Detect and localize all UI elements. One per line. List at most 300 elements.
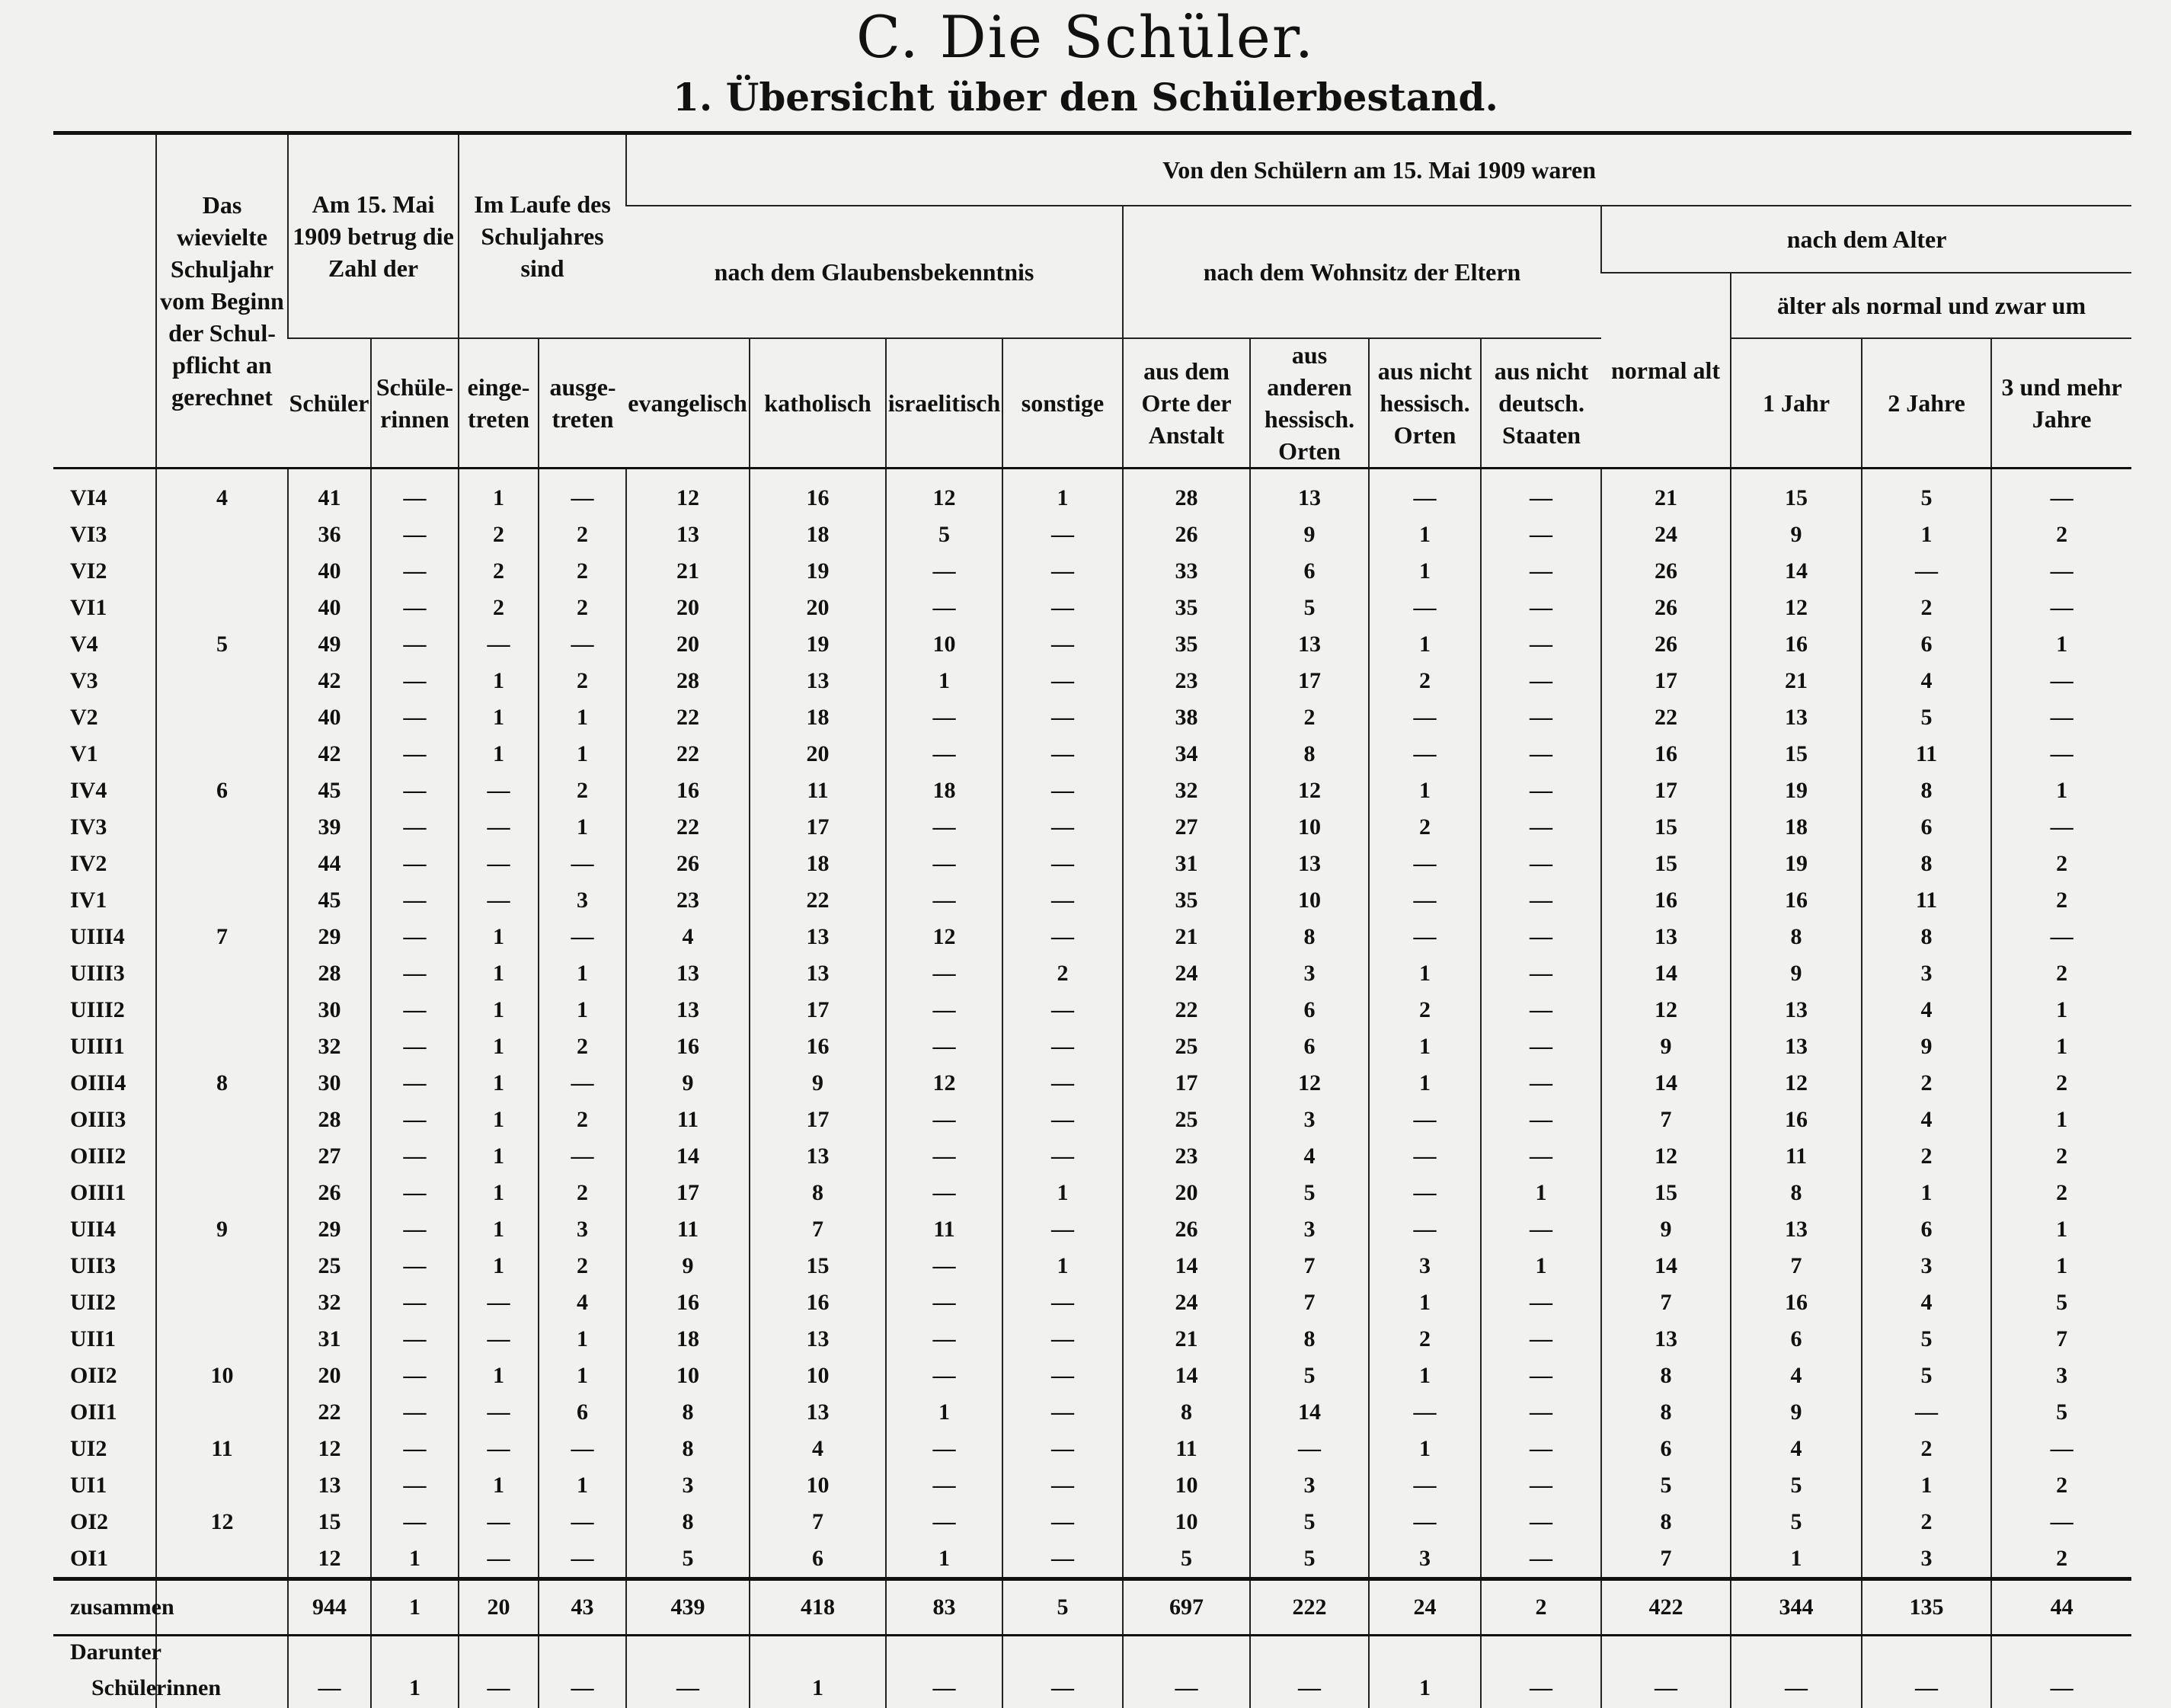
cell-aelter-1: 8	[1731, 919, 1862, 955]
cell-israelitisch: —	[886, 1102, 1002, 1138]
cell-aelter-1: 16	[1731, 626, 1862, 663]
cell-nicht-hess: —	[1369, 1467, 1481, 1504]
cell-eingetreten: —	[459, 846, 539, 882]
cell-hess-orte: 9	[1250, 517, 1369, 553]
cell-evangelisch: 22	[626, 736, 750, 772]
cell-aelter-3: 1	[1991, 626, 2131, 663]
cell-sonstige: —	[1002, 1504, 1123, 1540]
cell-schuljahr	[156, 1394, 288, 1431]
cell-empty	[1731, 1636, 1862, 1669]
cell-schuelerinnen: —	[371, 699, 459, 736]
cell-normal: 13	[1601, 1321, 1731, 1358]
cell-ort-anstalt: 35	[1123, 590, 1250, 626]
cell-schueler: 13	[288, 1467, 371, 1504]
cell-normal: 26	[1601, 590, 1731, 626]
cell-normal: 8	[1601, 1358, 1731, 1394]
cell-schuljahr: 11	[156, 1431, 288, 1467]
cell-schuelerinnen: —	[371, 590, 459, 626]
cell-schuljahr: 9	[156, 1211, 288, 1248]
cell-nicht-hess: —	[1369, 1138, 1481, 1175]
cell-nicht-deutsch: —	[1481, 1284, 1601, 1321]
cell-aelter-1: 4	[1731, 1358, 1862, 1394]
cell-nicht-deutsch: —	[1481, 1431, 1601, 1467]
cell-nicht-hess: 1	[1369, 1065, 1481, 1102]
cell-katholisch: 20	[750, 736, 886, 772]
cell-aelter-2: 4	[1862, 992, 1991, 1028]
table-row	[53, 1248, 2131, 1284]
cell-evangelisch: 8	[626, 1504, 750, 1540]
cell-schuljahr	[156, 590, 288, 626]
table-row	[53, 736, 2131, 772]
cell-hess-orte: 10	[1250, 882, 1369, 919]
cell-empty	[1991, 1636, 2131, 1669]
cell-aelter-1: 21	[1731, 663, 1862, 699]
cell-evangelisch: 8	[626, 1394, 750, 1431]
cell-katholisch: 18	[750, 517, 886, 553]
cell-schuelerinnen: —	[371, 663, 459, 699]
cell-schuelerinnen: —	[371, 736, 459, 772]
cell-schueler: 32	[288, 1028, 371, 1065]
cell-aelter-2: 3	[1862, 955, 1991, 992]
cell-hess-orte: —	[1250, 1431, 1369, 1467]
cell-aelter-2: 8	[1862, 919, 1991, 955]
cell-sonstige: —	[1002, 736, 1123, 772]
cell-schuljahr	[156, 809, 288, 846]
cell-ort-anstalt: 14	[1123, 1248, 1250, 1284]
cell-evangelisch: 23	[626, 882, 750, 919]
table-row	[53, 663, 2131, 699]
cell-nicht-hess: 24	[1369, 1579, 1481, 1636]
cell-schuljahr	[156, 846, 288, 882]
cell-normal: 15	[1601, 1175, 1731, 1211]
table-row	[53, 699, 2131, 736]
cell-israelitisch: 10	[886, 626, 1002, 663]
cell-nicht-hess: —	[1369, 1504, 1481, 1540]
cell-ausgetreten: —	[539, 1504, 626, 1540]
cell-schuljahr	[156, 1540, 288, 1579]
cell-empty	[750, 1636, 886, 1669]
cell-ausgetreten: 2	[539, 517, 626, 553]
cell-normal: 16	[1601, 736, 1731, 772]
cell-aelter-3: 1	[1991, 1248, 2131, 1284]
cell-israelitisch: —	[886, 846, 1002, 882]
cell-schuelerinnen: —	[371, 1321, 459, 1358]
cell-normal: 14	[1601, 1065, 1731, 1102]
cell-eingetreten: —	[459, 1431, 539, 1467]
cell-nicht-hess: 3	[1369, 1540, 1481, 1579]
table-row	[53, 1138, 2131, 1175]
cell-katholisch: 13	[750, 919, 886, 955]
table-row	[53, 1431, 2131, 1467]
cell-aelter-1: 344	[1731, 1579, 1862, 1636]
cell-hess-orte: 6	[1250, 992, 1369, 1028]
cell-aelter-2: 3	[1862, 1248, 1991, 1284]
cell-hess-orte: —	[1250, 1668, 1369, 1708]
table-row	[53, 846, 2131, 882]
cell-aelter-3: —	[1991, 469, 2131, 517]
cell-normal: 13	[1601, 919, 1731, 955]
cell-nicht-hess: 2	[1369, 809, 1481, 846]
cell-ausgetreten: 2	[539, 663, 626, 699]
cell-sonstige: —	[1002, 1102, 1123, 1138]
cell-aelter-1: 9	[1731, 1394, 1862, 1431]
cell-nicht-deutsch: —	[1481, 663, 1601, 699]
cell-israelitisch: —	[886, 1668, 1002, 1708]
cell-schuljahr	[156, 1175, 288, 1211]
cell-schueler: 36	[288, 517, 371, 553]
cell-ort-anstalt: 24	[1123, 955, 1250, 992]
cell-aelter-2: 5	[1862, 469, 1991, 517]
cell-israelitisch: —	[886, 992, 1002, 1028]
cell-empty	[1369, 1636, 1481, 1669]
cell-eingetreten: 1	[459, 1248, 539, 1284]
cell-ort-anstalt: 17	[1123, 1065, 1250, 1102]
cell-aelter-3: —	[1991, 1504, 2131, 1540]
cell-ort-anstalt: 35	[1123, 882, 1250, 919]
cell-katholisch: 16	[750, 1284, 886, 1321]
cell-normal: 14	[1601, 1248, 1731, 1284]
cell-aelter-1: 13	[1731, 699, 1862, 736]
cell-katholisch: 13	[750, 955, 886, 992]
cell-klasse: VI2	[53, 553, 156, 590]
cell-schuljahr: 7	[156, 919, 288, 955]
cell-schuljahr	[156, 663, 288, 699]
cell-schuljahr: 6	[156, 772, 288, 809]
cell-normal: 21	[1601, 469, 1731, 517]
cell-eingetreten: —	[459, 1668, 539, 1708]
header-eingetreten: eingetreten	[459, 338, 539, 469]
cell-israelitisch: —	[886, 1028, 1002, 1065]
cell-klasse: VI4	[53, 469, 156, 517]
cell-nicht-deutsch: —	[1481, 699, 1601, 736]
cell-evangelisch: 3	[626, 1467, 750, 1504]
cell-schuljahr	[156, 699, 288, 736]
cell-aelter-2: 1	[1862, 1467, 1991, 1504]
cell-evangelisch: 13	[626, 517, 750, 553]
cell-nicht-deutsch: —	[1481, 736, 1601, 772]
cell-aelter-3: 2	[1991, 882, 2131, 919]
cell-sonstige: 2	[1002, 955, 1123, 992]
cell-klasse: UI1	[53, 1467, 156, 1504]
cell-ort-anstalt: 23	[1123, 1138, 1250, 1175]
cell-aelter-2: 1	[1862, 517, 1991, 553]
cell-aelter-3: 1	[1991, 1102, 2131, 1138]
cell-katholisch: 20	[750, 590, 886, 626]
cell-schuljahr	[156, 1467, 288, 1504]
cell-normal: —	[1601, 1668, 1731, 1708]
cell-katholisch: 1	[750, 1668, 886, 1708]
cell-nicht-hess: 1	[1369, 1284, 1481, 1321]
cell-ausgetreten: 1	[539, 1467, 626, 1504]
cell-aelter-3: —	[1991, 919, 2131, 955]
cell-schuljahr	[156, 1321, 288, 1358]
cell-sonstige: —	[1002, 663, 1123, 699]
cell-eingetreten: —	[459, 626, 539, 663]
cell-aelter-1: 19	[1731, 772, 1862, 809]
cell-aelter-2: 2	[1862, 590, 1991, 626]
cell-sonstige: 1	[1002, 1175, 1123, 1211]
cell-eingetreten: 1	[459, 1065, 539, 1102]
cell-eingetreten: 1	[459, 955, 539, 992]
cell-hess-orte: 5	[1250, 1504, 1369, 1540]
schuelerbestand-table	[53, 131, 2131, 1708]
cell-nicht-deutsch: —	[1481, 1358, 1601, 1394]
cell-normal: 9	[1601, 1028, 1731, 1065]
cell-aelter-3: 2	[1991, 1138, 2131, 1175]
cell-nicht-deutsch: —	[1481, 1321, 1601, 1358]
cell-nicht-deutsch: —	[1481, 1540, 1601, 1579]
cell-schuelerinnen: —	[371, 517, 459, 553]
table-row	[53, 1321, 2131, 1358]
cell-schuljahr	[156, 736, 288, 772]
cell-katholisch: 4	[750, 1431, 886, 1467]
cell-aelter-3: 2	[1991, 1467, 2131, 1504]
header-schuljahr: Das wievielte Schuljahr vom Beginn der Schulpflicht an gerechnet	[156, 133, 288, 469]
cell-aelter-2: 4	[1862, 1102, 1991, 1138]
cell-schuelerinnen: —	[371, 1175, 459, 1211]
cell-evangelisch: 9	[626, 1248, 750, 1284]
cell-hess-orte: 12	[1250, 772, 1369, 809]
cell-aelter-2: 3	[1862, 1540, 1991, 1579]
cell-ausgetreten: 3	[539, 882, 626, 919]
cell-hess-orte: 4	[1250, 1138, 1369, 1175]
cell-ausgetreten: 1	[539, 1358, 626, 1394]
cell-schuelerinnen: —	[371, 1138, 459, 1175]
cell-aelter-2: 8	[1862, 846, 1991, 882]
cell-schueler: 28	[288, 1102, 371, 1138]
table-row	[53, 772, 2131, 809]
cell-nicht-hess: —	[1369, 699, 1481, 736]
cell-katholisch: 7	[750, 1504, 886, 1540]
cell-nicht-hess: 1	[1369, 772, 1481, 809]
cell-schuljahr	[156, 992, 288, 1028]
cell-klasse: OIII2	[53, 1138, 156, 1175]
cell-schuljahr	[156, 553, 288, 590]
cell-schuljahr: 8	[156, 1065, 288, 1102]
cell-schuljahr	[156, 882, 288, 919]
cell-katholisch: 10	[750, 1358, 886, 1394]
cell-schueler: 12	[288, 1540, 371, 1579]
cell-ausgetreten: 2	[539, 1028, 626, 1065]
cell-aelter-2: 6	[1862, 626, 1991, 663]
cell-ort-anstalt: 697	[1123, 1579, 1250, 1636]
cell-sonstige: —	[1002, 992, 1123, 1028]
cell-schuelerinnen: —	[371, 553, 459, 590]
table-row	[53, 553, 2131, 590]
cell-aelter-3: 5	[1991, 1284, 2131, 1321]
header-klasse	[53, 133, 156, 469]
cell-aelter-1: 15	[1731, 736, 1862, 772]
cell-israelitisch: —	[886, 882, 1002, 919]
cell-nicht-hess: 3	[1369, 1248, 1481, 1284]
cell-schueler: 32	[288, 1284, 371, 1321]
cell-empty	[539, 1636, 626, 1669]
cell-hess-orte: 17	[1250, 663, 1369, 699]
cell-nicht-deutsch: —	[1481, 1504, 1601, 1540]
cell-hess-orte: 6	[1250, 553, 1369, 590]
cell-schuelerinnen: —	[371, 919, 459, 955]
cell-normal: 16	[1601, 882, 1731, 919]
cell-israelitisch: —	[886, 1284, 1002, 1321]
cell-schuljahr: 12	[156, 1504, 288, 1540]
cell-aelter-1: 7	[1731, 1248, 1862, 1284]
cell-normal: 12	[1601, 1138, 1731, 1175]
cell-nicht-hess: 2	[1369, 663, 1481, 699]
cell-klasse: OI1	[53, 1540, 156, 1579]
cell-normal: 17	[1601, 663, 1731, 699]
cell-evangelisch: 4	[626, 919, 750, 955]
cell-aelter-3: 1	[1991, 992, 2131, 1028]
table-row	[53, 1211, 2131, 1248]
cell-sonstige: —	[1002, 517, 1123, 553]
cell-schuelerinnen: —	[371, 1248, 459, 1284]
darunter-row	[53, 1668, 2131, 1708]
cell-sonstige: —	[1002, 699, 1123, 736]
cell-klasse: UIII4	[53, 919, 156, 955]
cell-ort-anstalt: 21	[1123, 1321, 1250, 1358]
cell-schuelerinnen: —	[371, 1431, 459, 1467]
darunter-sublabel: Schülerinnen	[53, 1668, 156, 1708]
table-row	[53, 809, 2131, 846]
cell-schuelerinnen: —	[371, 992, 459, 1028]
cell-sonstige: 1	[1002, 1248, 1123, 1284]
cell-schuljahr	[156, 1579, 288, 1636]
cell-empty	[1002, 1636, 1123, 1669]
cell-normal: 15	[1601, 809, 1731, 846]
cell-aelter-1: 1	[1731, 1540, 1862, 1579]
cell-aelter-3: 3	[1991, 1358, 2131, 1394]
cell-schueler: 28	[288, 955, 371, 992]
cell-israelitisch: —	[886, 1504, 1002, 1540]
cell-klasse: IV2	[53, 846, 156, 882]
cell-eingetreten: 1	[459, 1175, 539, 1211]
cell-ausgetreten: —	[539, 626, 626, 663]
cell-aelter-2: 2	[1862, 1138, 1991, 1175]
cell-aelter-3: 2	[1991, 1175, 2131, 1211]
cell-hess-orte: 5	[1250, 1358, 1369, 1394]
cell-sonstige: —	[1002, 1540, 1123, 1579]
cell-sonstige: —	[1002, 1028, 1123, 1065]
cell-schueler: 31	[288, 1321, 371, 1358]
cell-katholisch: 418	[750, 1579, 886, 1636]
cell-nicht-deutsch: 1	[1481, 1175, 1601, 1211]
cell-ort-anstalt: 28	[1123, 469, 1250, 517]
cell-ort-anstalt: 35	[1123, 626, 1250, 663]
cell-empty	[1862, 1636, 1991, 1669]
cell-evangelisch: 16	[626, 1284, 750, 1321]
cell-ausgetreten: 3	[539, 1211, 626, 1248]
cell-nicht-hess: —	[1369, 736, 1481, 772]
cell-ausgetreten: 2	[539, 772, 626, 809]
cell-schuljahr	[156, 1028, 288, 1065]
cell-evangelisch: 26	[626, 846, 750, 882]
header-alter: nach dem Alter	[1601, 206, 2131, 273]
cell-klasse: UII4	[53, 1211, 156, 1248]
header-am-15-mai: Am 15. Mai 1909 betrug die Zahl der	[288, 133, 459, 339]
cell-evangelisch: 28	[626, 663, 750, 699]
cell-empty	[288, 1636, 371, 1669]
cell-aelter-3: 2	[1991, 1065, 2131, 1102]
cell-ort-anstalt: 34	[1123, 736, 1250, 772]
cell-katholisch: 16	[750, 1028, 886, 1065]
cell-hess-orte: 8	[1250, 919, 1369, 955]
header-ausgetreten: ausgetreten	[539, 338, 626, 469]
cell-evangelisch: 20	[626, 626, 750, 663]
cell-klasse: OII1	[53, 1394, 156, 1431]
cell-nicht-hess: —	[1369, 469, 1481, 517]
cell-klasse: OI2	[53, 1504, 156, 1540]
cell-schueler: 42	[288, 663, 371, 699]
cell-ausgetreten: —	[539, 469, 626, 517]
cell-nicht-hess: —	[1369, 1102, 1481, 1138]
cell-schueler: 45	[288, 882, 371, 919]
cell-schuelerinnen: —	[371, 1211, 459, 1248]
cell-sonstige: 1	[1002, 469, 1123, 517]
cell-hess-orte: 3	[1250, 955, 1369, 992]
cell-klasse: IV3	[53, 809, 156, 846]
cell-aelter-2: 11	[1862, 736, 1991, 772]
cell-israelitisch: —	[886, 1431, 1002, 1467]
cell-sonstige: —	[1002, 1138, 1123, 1175]
cell-hess-orte: 13	[1250, 469, 1369, 517]
cell-nicht-deutsch: —	[1481, 1467, 1601, 1504]
cell-schueler: 41	[288, 469, 371, 517]
table-row	[53, 590, 2131, 626]
cell-eingetreten: 1	[459, 663, 539, 699]
cell-schuljahr: 4	[156, 469, 288, 517]
cell-katholisch: 19	[750, 553, 886, 590]
cell-nicht-deutsch: 2	[1481, 1579, 1601, 1636]
cell-israelitisch: —	[886, 955, 1002, 992]
header-hess-orte: aus anderen hessisch. Orten	[1250, 338, 1369, 469]
cell-eingetreten: —	[459, 809, 539, 846]
cell-evangelisch: 439	[626, 1579, 750, 1636]
cell-eingetreten: 1	[459, 1102, 539, 1138]
cell-ort-anstalt: 22	[1123, 992, 1250, 1028]
darunter-label: Darunter	[53, 1636, 156, 1669]
cell-israelitisch: 18	[886, 772, 1002, 809]
cell-normal: 7	[1601, 1540, 1731, 1579]
cell-schuelerinnen: —	[371, 1065, 459, 1102]
cell-aelter-2: —	[1862, 553, 1991, 590]
cell-eingetreten: 1	[459, 1028, 539, 1065]
cell-empty	[886, 1636, 1002, 1669]
cell-ort-anstalt: 26	[1123, 517, 1250, 553]
cell-katholisch: 6	[750, 1540, 886, 1579]
cell-aelter-1: 4	[1731, 1431, 1862, 1467]
cell-sonstige: —	[1002, 1467, 1123, 1504]
cell-aelter-3: —	[1991, 699, 2131, 736]
cell-nicht-hess: 1	[1369, 1028, 1481, 1065]
cell-empty	[1481, 1636, 1601, 1669]
cell-sonstige: —	[1002, 1065, 1123, 1102]
cell-normal: 422	[1601, 1579, 1731, 1636]
cell-normal: 14	[1601, 955, 1731, 992]
table-row	[53, 919, 2131, 955]
cell-sonstige: —	[1002, 626, 1123, 663]
cell-evangelisch: 11	[626, 1211, 750, 1248]
cell-israelitisch: 5	[886, 517, 1002, 553]
cell-ausgetreten: 2	[539, 1248, 626, 1284]
cell-sonstige: —	[1002, 1431, 1123, 1467]
cell-nicht-hess: 1	[1369, 1668, 1481, 1708]
cell-katholisch: 17	[750, 1102, 886, 1138]
cell-eingetreten: 1	[459, 699, 539, 736]
sum-row	[53, 1579, 2131, 1636]
cell-nicht-deutsch: —	[1481, 955, 1601, 992]
darunter-label-row	[53, 1636, 2131, 1669]
cell-ausgetreten: 6	[539, 1394, 626, 1431]
